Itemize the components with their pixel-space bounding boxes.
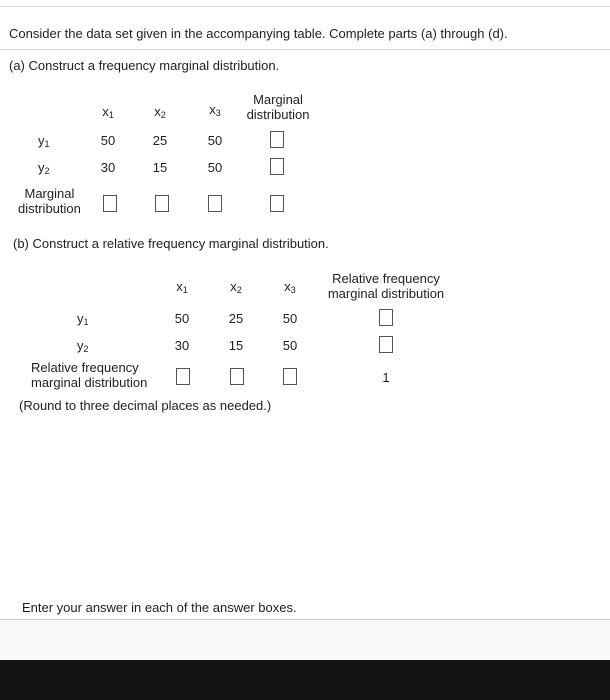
- part-a-col-x2: $x_2$: [154, 104, 166, 120]
- answer-box-a-x1-marginal[interactable]: [103, 195, 117, 212]
- answer-box-a-y1-marginal[interactable]: [270, 131, 284, 148]
- top-divider: [0, 6, 610, 7]
- footer-band: [0, 620, 610, 660]
- part-a-cell: 50: [207, 160, 223, 175]
- part-b-row-y2-label: $y_2$: [77, 338, 89, 354]
- part-b-cell: 25: [228, 311, 244, 326]
- part-b-row-y1-label: $y_1$: [77, 311, 89, 327]
- answer-box-b-y2-marginal[interactable]: [379, 336, 393, 353]
- answer-box-b-y1-marginal[interactable]: [379, 309, 393, 326]
- part-a-heading: (a) Construct a frequency marginal distribution.: [9, 58, 280, 73]
- part-a-cell: 15: [152, 160, 168, 175]
- part-b-cell: 50: [174, 311, 190, 326]
- part-a-col-x3: $x_3$: [209, 102, 221, 118]
- screen-bottom-edge: [0, 660, 610, 700]
- answer-box-a-x2-marginal[interactable]: [155, 195, 169, 212]
- rounding-note: (Round to three decimal places as needed.): [19, 398, 272, 413]
- answer-box-b-x3-marginal[interactable]: [283, 368, 297, 385]
- answer-box-b-x2-marginal[interactable]: [230, 368, 244, 385]
- part-b-cell: 30: [174, 338, 190, 353]
- answer-box-a-x3-marginal[interactable]: [208, 195, 222, 212]
- part-b-total-value: 1: [382, 370, 390, 385]
- part-b-col-x1: $x_1$: [176, 279, 188, 295]
- part-a-cell: 50: [207, 133, 223, 148]
- part-b-marginal-header: Relative frequency marginal distribution: [327, 271, 445, 301]
- part-a-col-x1: $x_1$: [102, 104, 114, 120]
- answer-box-b-x1-marginal[interactable]: [176, 368, 190, 385]
- answer-box-a-y2-marginal[interactable]: [270, 158, 284, 175]
- part-a-cell: 25: [152, 133, 168, 148]
- part-a-bottom-label: Marginal distribution: [18, 186, 81, 216]
- question-divider: [0, 49, 610, 50]
- part-b-cell: 15: [228, 338, 244, 353]
- footer-instruction: Enter your answer in each of the answer boxes.: [22, 600, 297, 615]
- part-a-marginal-header: Marginal distribution: [246, 92, 310, 122]
- part-a-cell: 30: [100, 160, 116, 175]
- part-a-cell: 50: [100, 133, 116, 148]
- part-b-cell: 50: [282, 311, 298, 326]
- part-b-bottom-label: Relative frequency marginal distribution: [31, 360, 148, 390]
- answer-box-a-total[interactable]: [270, 195, 284, 212]
- part-b-col-x3: $x_3$: [284, 279, 296, 295]
- part-b-cell: 50: [282, 338, 298, 353]
- part-b-col-x2: $x_2$: [230, 279, 242, 295]
- part-a-row-y2-label: $y_2$: [38, 160, 50, 176]
- part-b-heading: (b) Construct a relative frequency marginal distribution.: [13, 236, 329, 251]
- part-a-row-y1-label: $y_1$: [38, 133, 50, 149]
- question-text: Consider the data set given in the accompanying table. Complete parts (a) through (d).: [9, 26, 508, 41]
